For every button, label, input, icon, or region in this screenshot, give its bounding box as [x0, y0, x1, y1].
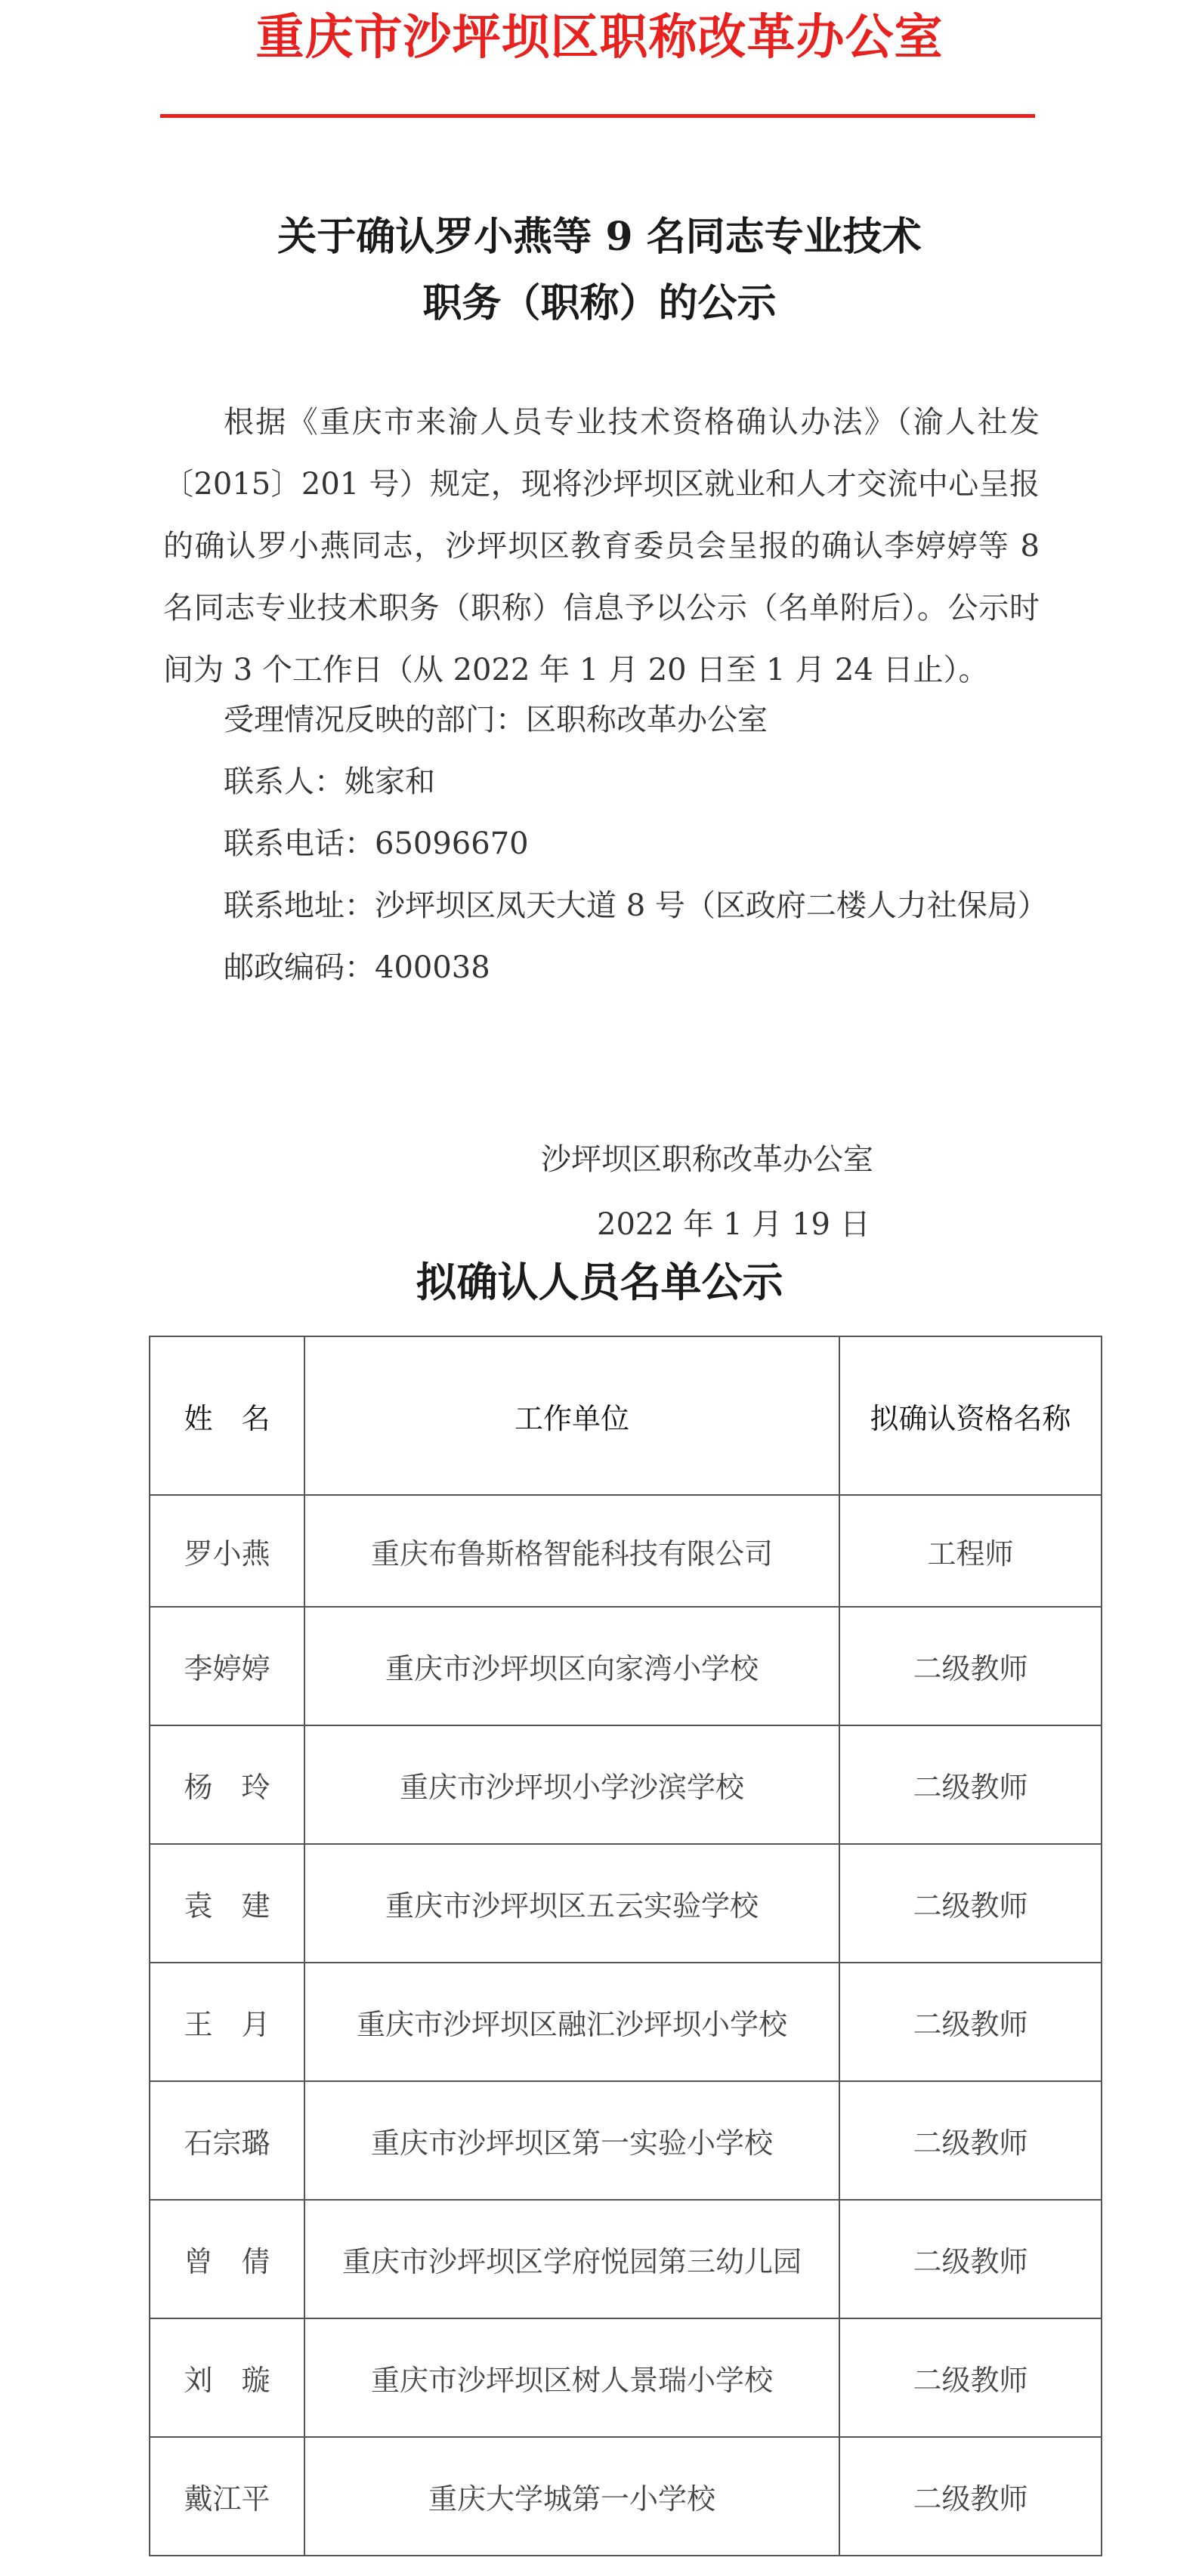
phone-line: 联系电话：65096670	[224, 826, 529, 861]
cell-qualification: 二级教师	[839, 2437, 1102, 2556]
table-row	[150, 2437, 1102, 2556]
address-line: 联系地址：沙坪坝区凤天大道 8 号（区政府二楼人力社保局）	[224, 888, 1048, 923]
cell-qualification: 工程师	[839, 1495, 1102, 1607]
cell-qualification: 二级教师	[839, 2081, 1102, 2200]
cell-qualification: 二级教师	[839, 1607, 1102, 1725]
header-qualification: 拟确认资格名称	[839, 1336, 1102, 1495]
signature-date: 2022 年 1 月 19 日	[597, 1207, 870, 1242]
cell-qualification: 二级教师	[839, 1725, 1102, 1844]
cell-unit: 重庆布鲁斯格智能科技有限公司	[304, 1495, 839, 1607]
cell-qualification: 二级教师	[839, 2318, 1102, 2437]
table-row	[150, 1725, 1102, 1844]
table-row	[150, 2200, 1102, 2318]
cell-name: 刘 璇	[150, 2318, 304, 2437]
header-red-divider	[160, 114, 1035, 118]
table-row	[150, 2081, 1102, 2200]
table-row	[150, 1607, 1102, 1725]
document-title-line2: 职务（职称）的公示	[422, 280, 777, 326]
postcode-line: 邮政编码：400038	[224, 950, 490, 985]
cell-name: 袁 建	[150, 1844, 304, 1963]
header-unit: 工作单位	[304, 1336, 839, 1495]
cell-unit: 重庆市沙坪坝区第一实验小学校	[304, 2081, 839, 2200]
dept-line: 受理情况反映的部门：区职称改革办公室	[224, 703, 768, 737]
table-header-row	[150, 1336, 1102, 1495]
cell-unit: 重庆市沙坪坝区树人景瑞小学校	[304, 2318, 839, 2437]
cell-name: 罗小燕	[150, 1495, 304, 1607]
announcement-body: 根据《重庆市来渝人员专业技术资格确认办法》（渝人社发〔2015〕201 号）规定，现将沙坪坝区就业和人才交流中心呈报的确认罗小燕同志，沙坪坝区教育委员会呈报的确认李婷婷等 8 名同志专业技术职务（职称）信息予以公示（名单附后）。公示时间为 3 个工作日（从 2022 年 1 月 20 日至 1 月 24 日止）。	[163, 405, 1040, 687]
cell-qualification: 二级教师	[839, 2200, 1102, 2318]
cell-unit: 重庆市沙坪坝小学沙滨学校	[304, 1725, 839, 1844]
signature-org: 沙坪坝区职称改革办公室	[541, 1142, 873, 1177]
cell-qualification: 二级教师	[839, 1844, 1102, 1963]
table-row	[150, 2318, 1102, 2437]
cell-name: 石宗璐	[150, 2081, 304, 2200]
cell-unit: 重庆市沙坪坝区学府悦园第三幼儿园	[304, 2200, 839, 2318]
cell-unit: 重庆市沙坪坝区融汇沙坪坝小学校	[304, 1963, 839, 2081]
table-row	[150, 1963, 1102, 2081]
document-title-line1: 关于确认罗小燕等 9 名同志专业技术	[277, 214, 922, 260]
list-title: 拟确认人员名单公示	[416, 1258, 783, 1306]
cell-name: 杨 玲	[150, 1725, 304, 1844]
cell-unit: 重庆市沙坪坝区向家湾小学校	[304, 1607, 839, 1725]
cell-name: 曾 倩	[150, 2200, 304, 2318]
cell-name: 王 月	[150, 1963, 304, 2081]
table-row	[150, 1844, 1102, 1963]
cell-name: 戴江平	[150, 2437, 304, 2556]
document-title	[0, 204, 1199, 337]
cell-qualification: 二级教师	[839, 1963, 1102, 2081]
cell-unit: 重庆大学城第一小学校	[304, 2437, 839, 2556]
roster-table	[149, 1336, 1102, 2556]
table-row	[150, 1495, 1102, 1607]
cell-name: 李婷婷	[150, 1607, 304, 1725]
cell-unit: 重庆市沙坪坝区五云实验学校	[304, 1844, 839, 1963]
org-header-title: 重庆市沙坪坝区职称改革办公室	[255, 10, 944, 66]
header-name: 姓 名	[150, 1336, 304, 1495]
contact-line: 联系人：姚家和	[224, 764, 435, 799]
